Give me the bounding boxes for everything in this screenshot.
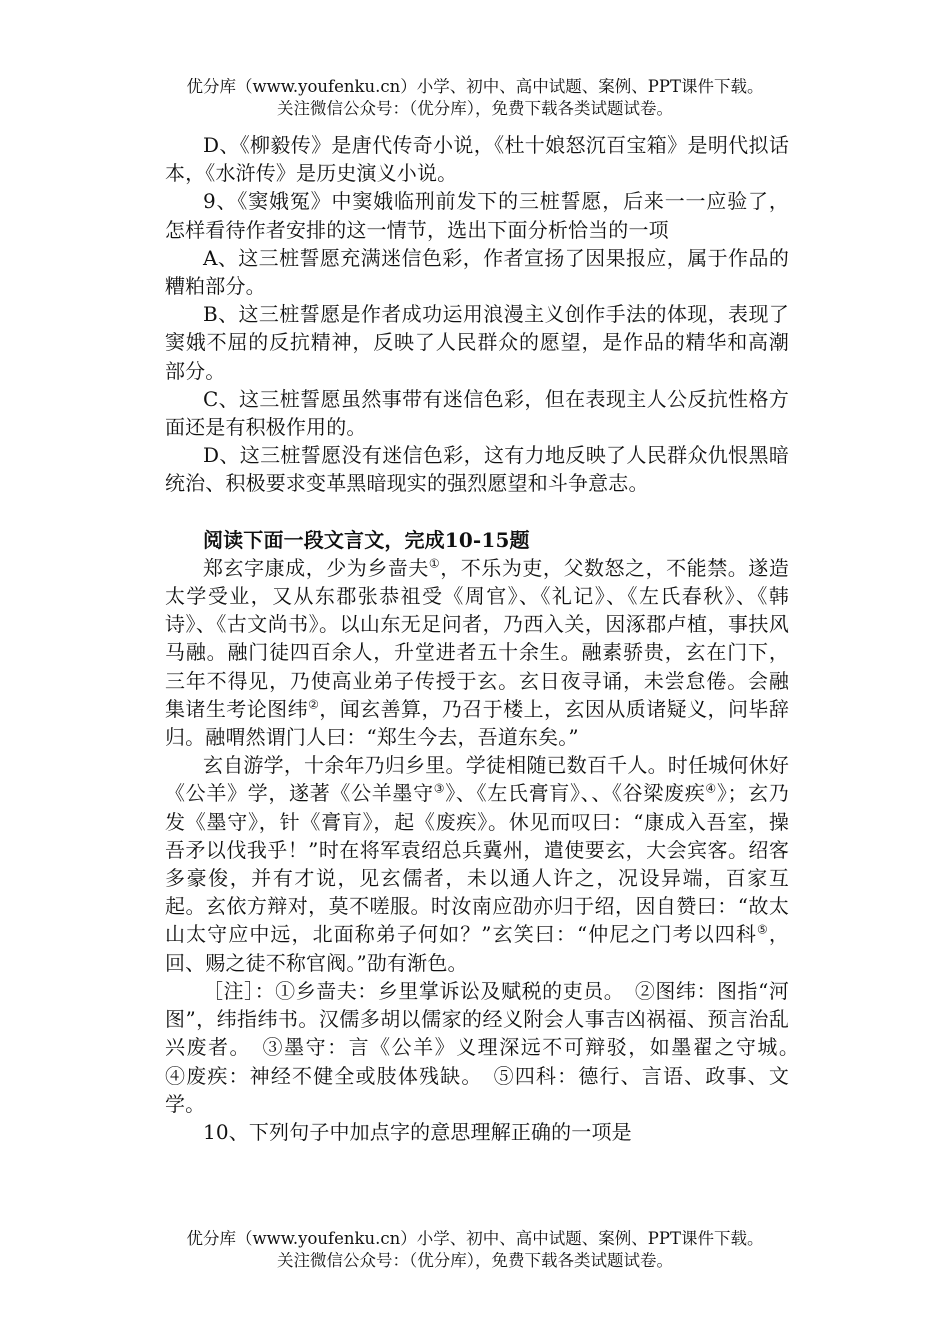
passage-text: ，闻玄善算，乃召于楼上，玄因从质诸疑义，问毕辞归。融喟然谓门人曰：“郑生今去，吾道东矣。” xyxy=(165,696,789,750)
footnote-mark-5: ⑤ xyxy=(756,922,769,937)
passage-text: ，回、赐之徒不称官阀。”劭有渐色。 xyxy=(165,922,789,975)
footer-line-1: 优分库（www.youfenku.cn）小学、初中、高中试题、案例、PPT课件下载。 xyxy=(186,1229,764,1248)
q10-stem: 10、下列句子中加点字的意思理解正确的一项是 xyxy=(203,1119,632,1144)
footer-line-2: 关注微信公众号：（优分库），免费下载各类试题试卷。 xyxy=(277,1251,673,1270)
q9-option-d: D、这三桩誓愿没有迷信色彩，这有力地反映了人民群众仇恨黑暗统治、积极要求变革黑暗现实的强烈愿望和斗争意志。 xyxy=(165,443,789,496)
q9-stem: 9、《窦娥冤》中窦娥临刑前发下的三桩誓愿，后来一一应验了，怎样看待作者安排的这一情节，选出下面分析恰当的一项 xyxy=(165,189,789,242)
document-body xyxy=(165,131,810,1146)
reading-heading: 阅读下面一段文言文，完成10-15题 xyxy=(203,527,530,552)
footnote-mark-3: ③ xyxy=(433,781,446,796)
annotation-notes: ［注］：①乡啬夫：乡里掌诉讼及赋税的吏员。 ②图纬：图指“河图”，纬指纬书。汉儒多胡以儒家的经义附会人事吉凶祸福、预言治乱兴废者。 ③墨守：言《公羊》义理深远不可辩驳，如墨翟之守城。 ④废疾：神经不健全或肢体残缺。 ⑤四科：德行、言语、政事、文学。 xyxy=(165,978,810,1116)
passage-text: ，不乐为吏，父数怒之，不能禁。遂造太学受业，又从东郡张恭祖受《周官》、《礼记》、《左氏春秋》、《韩诗》、《古文尚书》。以山东无足问者，乃西入关，因涿郡卢植，事扶风马融。融门徒四百余人，升堂进者五十余生。融素骄贵，玄在门下，三年不得见，乃使高业弟子传授于玄。玄日夜寻诵，未尝怠倦。会融集诸生考论图纬 xyxy=(165,555,789,721)
passage-text: 玄自游学，十余年乃归乡里。学徒相随已数百千人。时任城何休好《公羊》学，遂著《公羊墨守 xyxy=(165,753,789,806)
passage-text: 》、《左氏膏肓》、、《谷梁废疾 xyxy=(445,781,706,806)
passage-text: 郑玄字康成，少为乡啬夫 xyxy=(203,555,429,580)
footnote-mark-1: ① xyxy=(428,556,441,571)
page-footer xyxy=(0,1228,950,1272)
header-line-2: 关注微信公众号：（优分库），免费下载各类试题试卷。 xyxy=(277,99,673,118)
passage-paragraph-2 xyxy=(165,751,789,977)
footnote-mark-2: ② xyxy=(308,697,320,712)
passage-paragraph-1 xyxy=(165,554,789,751)
page-header xyxy=(0,76,950,120)
header-line-1: 优分库（www.youfenku.cn）小学、初中、高中试题、案例、PPT课件下载。 xyxy=(186,77,764,96)
q9-option-c: C、这三桩誓愿虽然事带有迷信色彩，但在表现主人公反抗性格方面还是有积极作用的。 xyxy=(165,386,789,440)
passage-text: 》；玄乃发《墨守》，针《膏肓》，起《废疾》。休见而叹曰：“康成入吾室，操吾矛以伐我乎！”时在将军袁绍总兵冀州，遣使要玄，大会宾客。绍客多豪俊，并有才说，见玄儒者，未以通人许之，况设异端，百家互起。玄依方辩对，莫不嗟服。时汝南应劭亦归于绍，因自赞曰：“故太山太守应中远，北面称弟子何如？”玄笑曰：“仲尼之门考以四科 xyxy=(165,781,789,947)
section-gap xyxy=(165,498,789,526)
q8-option-d: D、《柳毅传》是唐代传奇小说，《杜十娘怒沉百宝箱》是明代拟话本，《水浒传》是历史演义小说。 xyxy=(165,133,789,186)
q9-option-a: A、这三桩誓愿充满迷信色彩，作者宣扬了因果报应，属于作品的糟粕部分。 xyxy=(165,245,789,299)
footnote-mark-4: ④ xyxy=(705,781,717,796)
q9-option-b: B、这三桩誓愿是作者成功运用浪漫主义创作手法的体现，表现了窦娥不屈的反抗精神，反映了人民群众的愿望，是作品的精华和高潮部分。 xyxy=(165,302,789,383)
